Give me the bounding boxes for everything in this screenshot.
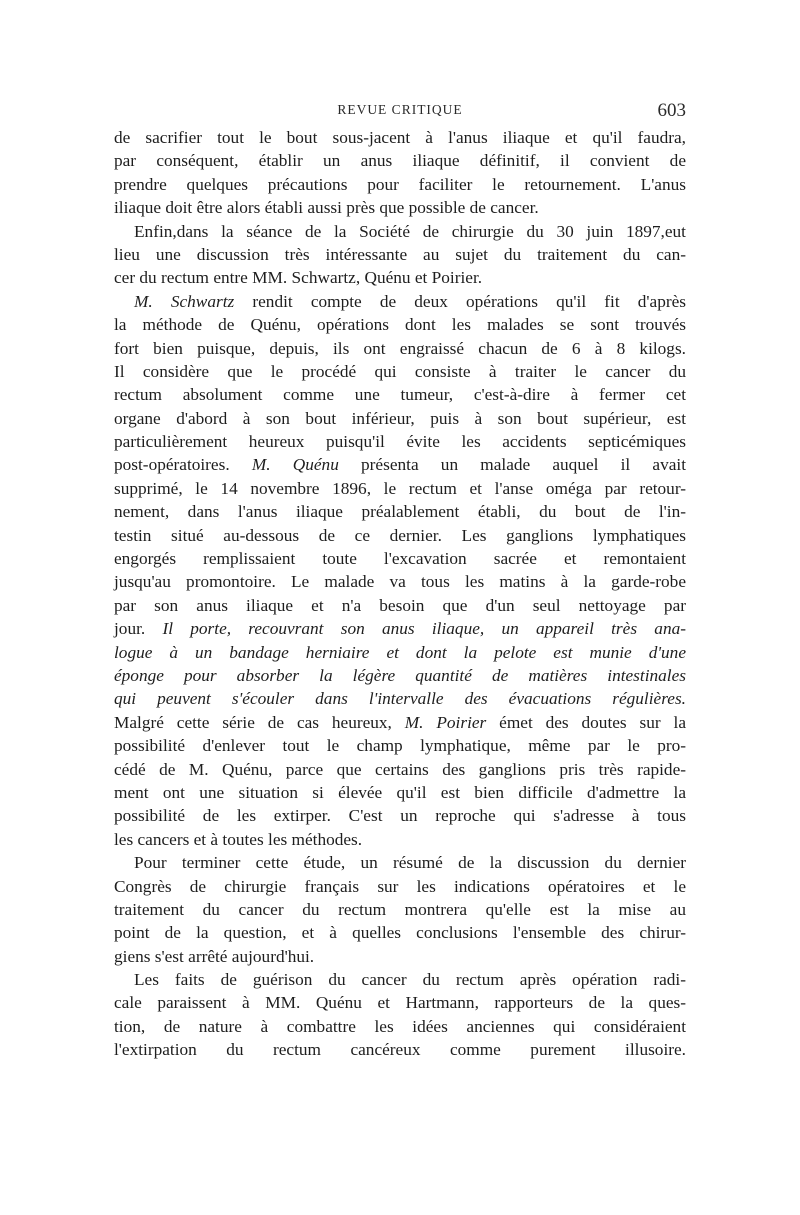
italic-text-segment: Il porte, recouvrant son anus iliaque, un appareil très ana- <box>162 619 686 639</box>
text-line <box>114 173 686 196</box>
text-segment: iliaque doit être alors établi aussi près que possible de cancer. <box>114 198 539 218</box>
text-segment: post-opératoires. <box>114 455 252 475</box>
text-line <box>114 453 686 476</box>
text-segment: testin situé au-dessous de ce dernier. Les ganglions lymphatiques <box>114 525 686 545</box>
text-line <box>114 196 686 219</box>
text-line <box>114 149 686 172</box>
text-line <box>114 1015 686 1038</box>
text-segment: particulièrement heureux puisqu'il évite les accidents septicémiques <box>114 432 686 452</box>
text-segment: ment ont une situation si élevée qu'il est bien difficile d'admettre la <box>114 782 686 802</box>
text-segment: prendre quelques précautions pour faciliter le retournement. L'anus <box>114 174 686 194</box>
text-segment: jusqu'au promontoire. Le malade va tous les matins à la garde-robe <box>114 572 686 592</box>
text-line <box>114 360 686 383</box>
text-line <box>114 477 686 500</box>
text-segment: Malgré cette série de cas heureux, <box>114 712 405 732</box>
text-line <box>114 383 686 406</box>
text-segment: la méthode de Quénu, opérations dont les malades se sont trouvés <box>114 315 686 335</box>
text-segment: par conséquent, établir un anus iliaque définitif, il convient de <box>114 151 686 171</box>
text-line <box>114 524 686 547</box>
text-line <box>114 594 686 617</box>
running-title: REVUE CRITIQUE <box>337 102 463 117</box>
page-header <box>114 100 686 126</box>
text-line <box>114 711 686 734</box>
text-line <box>114 126 686 149</box>
text-line <box>114 290 686 313</box>
text-segment: Pour terminer cette étude, un résumé de la discussion du dernier <box>134 853 686 873</box>
italic-text-segment: M. Quénu <box>251 455 339 475</box>
text-line <box>114 313 686 336</box>
article-text <box>114 126 686 1062</box>
text-segment: rectum absolument comme une tumeur, c'est-à-dire à fermer cet <box>114 385 686 405</box>
text-line <box>114 1038 686 1061</box>
text-line <box>114 407 686 430</box>
text-segment: supprimé, le 14 novembre 1896, le rectum et l'anse oméga par retour- <box>114 478 686 498</box>
text-line <box>114 921 686 944</box>
text-segment: Enfin,dans la séance de la Société de chirurgie du 30 juin 1897,eut <box>134 221 686 241</box>
text-line <box>114 781 686 804</box>
text-segment: présenta un malade auquel il avait <box>338 455 687 475</box>
text-segment: engorgés remplissaient toute l'excavation sacrée et remontaient <box>114 549 686 569</box>
text-segment: par son anus iliaque et n'a besoin que d'un seul nettoyage par <box>114 595 686 615</box>
text-line <box>114 898 686 921</box>
text-segment: Les faits de guérison du cancer du rectum après opération radi- <box>134 970 686 990</box>
text-line <box>114 641 686 664</box>
text-segment: lieu une discussion très intéressante au sujet du traitement du can- <box>114 244 686 264</box>
text-line <box>114 220 686 243</box>
text-segment: point de la question, et à quelles conclusions l'ensemble des chirur- <box>114 923 686 943</box>
text-line <box>114 547 686 570</box>
text-line <box>114 758 686 781</box>
text-segment: les cancers et à toutes les méthodes. <box>114 829 363 849</box>
italic-text-segment: M. Poirier <box>404 712 487 732</box>
text-segment: tion, de nature à combattre les idées anciennes qui considéraient <box>114 1016 686 1036</box>
italic-text-segment: logue à un bandage herniaire et dont la pelote est munie d'une <box>114 642 686 662</box>
text-segment: rendit compte de deux opérations qu'il fit d'après <box>234 291 686 311</box>
text-line <box>114 945 686 968</box>
text-line <box>114 337 686 360</box>
text-segment: émet des doutes sur la <box>486 712 686 732</box>
text-line <box>114 968 686 991</box>
text-line <box>114 617 686 640</box>
text-segment: Il considère que le procédé qui consiste à traiter le cancer du <box>114 361 686 381</box>
text-segment: cer du rectum entre MM. Schwartz, Quénu et Poirier. <box>114 268 483 288</box>
text-line <box>114 664 686 687</box>
text-line <box>114 687 686 710</box>
text-line <box>114 851 686 874</box>
page-number: 603 <box>657 100 686 121</box>
text-segment: traitement du cancer du rectum montrera qu'elle est la mise au <box>114 899 686 919</box>
text-line <box>114 430 686 453</box>
text-segment: possibilité de les extirper. C'est un reproche qui s'adresse à tous <box>114 806 686 826</box>
text-line <box>114 734 686 757</box>
italic-text-segment: M. Schwartz <box>134 291 235 311</box>
text-segment: fort bien puisque, depuis, ils ont engraissé chacun de 6 à 8 kilogs. <box>114 338 686 358</box>
text-line <box>114 991 686 1014</box>
italic-text-segment: qui peuvent s'écouler dans l'intervalle des évacuations régulières. <box>114 689 686 709</box>
text-segment: de sacrifier tout le bout sous-jacent à l'anus iliaque et qu'il faudra, <box>114 128 686 147</box>
text-line <box>114 243 686 266</box>
text-segment: possibilité d'enlever tout le champ lymphatique, même par le pro- <box>114 736 686 756</box>
text-segment: giens s'est arrêté aujourd'hui. <box>114 946 315 966</box>
text-segment: jour. <box>114 619 163 639</box>
text-line <box>114 570 686 593</box>
text-segment: Congrès de chirurgie français sur les indications opératoires et le <box>114 876 686 896</box>
italic-text-segment: éponge pour absorber la légère quantité de matières intestinales <box>114 665 686 685</box>
text-line <box>114 875 686 898</box>
text-segment: organe d'abord à son bout inférieur, puis à son bout supérieur, est <box>114 408 686 428</box>
text-line <box>114 828 686 851</box>
text-segment: cédé de M. Quénu, parce que certains des ganglions pris très rapide- <box>114 759 686 779</box>
text-segment: l'extirpation du rectum cancéreux comme purement illusoire. <box>114 1040 686 1060</box>
text-segment: nement, dans l'anus iliaque préalablement établi, du bout de l'in- <box>114 502 686 522</box>
text-segment: cale paraissent à MM. Quénu et Hartmann, rapporteurs de la ques- <box>114 993 686 1013</box>
text-line <box>114 266 686 289</box>
text-line <box>114 804 686 827</box>
text-line <box>114 500 686 523</box>
